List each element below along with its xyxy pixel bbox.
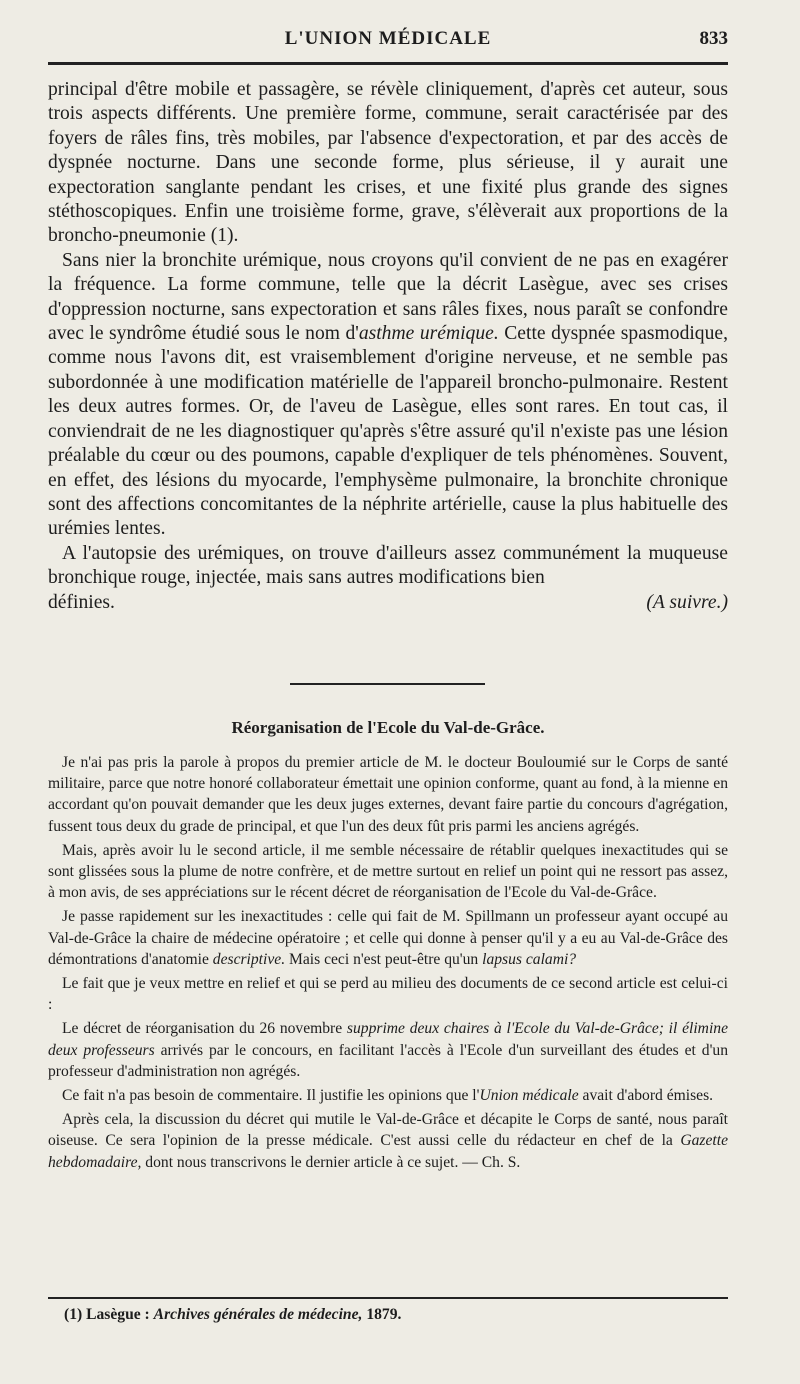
- article-paragraph-6: [48, 1085, 728, 1106]
- article-paragraph-5: [48, 1018, 728, 1082]
- journal-title: L'UNION MÉDICALE: [284, 28, 492, 49]
- article-paragraph-7-text-b: dont nous transcrivons le dernier article à ce sujet. — Ch. S.: [141, 1153, 521, 1171]
- article-paragraph-7-text-a: Après cela, la discussion du décret qui mutile le Val-de-Grâce et décapite le Corps de santé, nous paraît oiseuse. Ce sera l'opinion de la presse médicale. C'est aussi celle du rédacteur en chef de la: [48, 1111, 728, 1150]
- article-paragraph-2: Mais, après avoir lu le second article, il me semble nécessaire de rétablir quelques inexactitudes qui se sont glissées sous la plume de notre confrère, et de mettre surtout en relief un point qui ne ressort pas assez, à mon avis, de ses appréciations sur le récent décret de réorganisation de l'Ecole du Val-de-Grâce.: [48, 841, 728, 902]
- article-paragraph-5-text-a: Le décret de réorganisation du 26 novembre: [62, 1020, 347, 1038]
- footnote-rule: [48, 1297, 728, 1299]
- article-body: [48, 752, 728, 1176]
- page-header: [48, 28, 728, 60]
- paragraph-2-text-b: Cette dyspnée spasmodique, comme nous l'avons dit, est vraisemblement d'origine nerveuse, et ne semble pas subordonnée à une modification matérielle de l'appareil broncho-pulmonaire. Restent les deux autres formes. Or, de l'aveu de Lasègue, elles sont rares. En tout cas, il conviendrait de ne les diagnostiquer qu'après s'être assuré qu'il n'existe pas une lésion préalable du cœur ou des poumons, capable d'expliquer de tels phénomènes. Souvent, en effet, des lésions du myocarde, l'emphysème pulmonaire, la bronchite chronique sont des affections concomitantes de la néphrite artérielle, cause la plus habituelle des urémies lentes.: [48, 323, 728, 540]
- article-paragraph-6-italic: Union médicale: [479, 1087, 579, 1105]
- a-suivre-note: (A suivre.): [646, 591, 728, 613]
- article-paragraph-6-text-a: Ce fait n'a pas besoin de commentaire. Il justifie les opinions que l': [62, 1087, 480, 1105]
- paragraph-1: principal d'être mobile et passagère, se révèle cliniquement, d'après cet auteur, sous trois aspects différents. Une première forme, commune, serait caractérisée par des foyers de râles fins, très mobiles, par l'absence d'expectoration, et par des accès de dyspnée nocturne. Dans une seconde forme, plus sérieuse, il y aurait une expectoration sanglante pendant les crises, et une fixité plus grande des signes stéthoscopiques. Enfin une troisième forme, grave, s'élèverait aux proportions de la broncho-pneumonie (1).: [48, 79, 728, 247]
- paragraph-2: [48, 249, 728, 542]
- footnote-year: 1879.: [366, 1306, 402, 1323]
- section-divider: [290, 683, 485, 685]
- article-paragraph-3: [48, 906, 728, 970]
- page-number: 833: [699, 28, 728, 49]
- article-paragraph-7: [48, 1109, 728, 1173]
- paragraph-2-italic: asthme urémique.: [358, 323, 499, 345]
- footnote-source: Archives générales de médecine,: [153, 1306, 363, 1323]
- article-paragraph-5-text-b: arrivés par le concours, en facilitant l'accès à l'Ecole d'un surveillant des études et d'un professeur d'administration non agrégés.: [48, 1041, 728, 1080]
- header-rule: [48, 62, 728, 65]
- main-text: [48, 78, 728, 615]
- footnote-marker: (1) Lasègue :: [64, 1306, 150, 1323]
- article-paragraph-6-text-b: avait d'abord émises.: [578, 1087, 714, 1105]
- article-paragraph-1: Je n'ai pas pris la parole à propos du premier article de M. le docteur Bouloumié sur le Corps de santé militaire, parce que notre honoré collaborateur émettait une opinion conforme, quant au fond, à la mienne en accordant qu'on pouvait demander que les deux juges externes, devant faire partie du concours d'agrégation, fussent tous deux du grade de principal, et que l'un des deux fût pris parmi les anciens agrégés.: [48, 754, 728, 835]
- article-paragraph-4: Le fait que je veux mettre en relief et qui se perd au milieu des documents de ce second article est celui-ci :: [48, 975, 728, 1014]
- article-title: Réorganisation de l'Ecole du Val-de-Grâce.: [231, 718, 545, 737]
- article-paragraph-3-text-b: Mais ceci n'est peut-être qu'un: [285, 950, 483, 968]
- article-paragraph-3-italic-1: descriptive.: [212, 950, 286, 968]
- article-paragraph-5-italic: supprime deux chaires à l'Ecole du Val-de-Grâce; il élimine deux professeurs: [48, 1020, 728, 1059]
- continuation-line: [48, 591, 728, 615]
- paragraph-3-end: définies.: [48, 591, 115, 613]
- paragraph-3: A l'autopsie des urémiques, on trouve d'ailleurs assez communément la muqueuse bronchique rouge, injectée, mais sans autres modifications bien: [48, 542, 728, 589]
- article-paragraph-7-italic: Gazette hebdomadaire,: [48, 1132, 728, 1171]
- paragraph-2-text-a: Sans nier la bronchite urémique, nous croyons qu'il convient de ne pas en exagérer la fréquence. La forme commune, telle que la décrit Lasègue, avec ses crises d'oppression nocturne, sans expectoration et sans râles fixes, nous paraît se confondre avec le syndrôme étudié sous le nom d': [48, 249, 728, 345]
- footnote: [64, 1306, 724, 1324]
- article-paragraph-3-italic-2: lapsus calami?: [482, 950, 577, 968]
- article-paragraph-3-text-a: Je passe rapidement sur les inexactitudes : celle qui fait de M. Spillmann un professeur ayant occupé au Val-de-Grâce la chaire de médecine opératoire ; et celle qui donne à penser qu'il y a eu au Val-de-Grâce des démontrations d'anatomie: [48, 908, 728, 968]
